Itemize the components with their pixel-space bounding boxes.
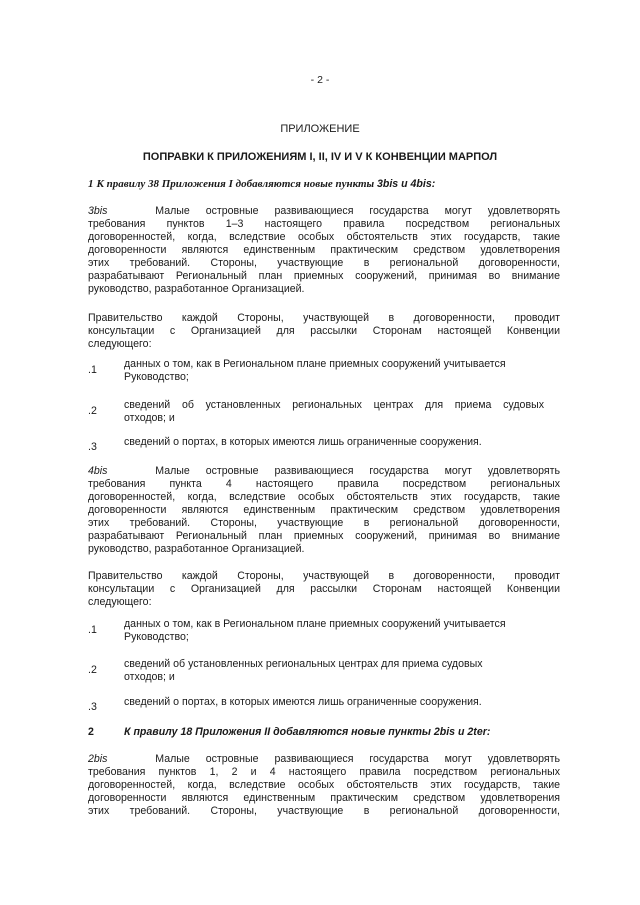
paragraph-line: консультации с Организацией для рассылки Сторонам настоящей Конвенции bbox=[88, 583, 560, 595]
list-item-number: .2 bbox=[88, 664, 97, 676]
section-1-heading bbox=[88, 178, 435, 190]
paragraph-line: договоренности являются единственным практическим средством удовлетворения bbox=[88, 792, 560, 804]
paragraph-line: 4bis Малые островные развивающиеся государства могут удовлетворять bbox=[88, 465, 560, 477]
list-item: данных о том, как в Региональном плане приемных сооружений учитывается Руководство; bbox=[124, 618, 506, 643]
paragraph-label: 3bis bbox=[88, 205, 108, 217]
section-2-heading bbox=[88, 726, 491, 738]
paragraph-line: разрабатывают Региональный план приемных сооружений, принимая во внимание bbox=[88, 270, 560, 282]
paragraph-line: следующего: bbox=[88, 596, 152, 608]
section-1-number: 1 bbox=[88, 178, 94, 190]
paragraph-line: руководство, разработанное Организацией. bbox=[88, 543, 305, 555]
paragraph-line: Правительство каждой Стороны, участвующей в договоренности, проводит bbox=[88, 312, 560, 324]
list-item: сведений об установленных региональных центрах для приема судовых отходов; и bbox=[124, 658, 483, 683]
paragraph-line: этих требований. Стороны, участвующие в региональной договоренности, bbox=[88, 257, 560, 269]
paragraph-line: договоренности являются единственным практическим средством удовлетворения bbox=[88, 244, 560, 256]
list-item-number: .3 bbox=[88, 441, 97, 453]
paragraph-line: требования пунктов 1–3 настоящего правила посредством региональных bbox=[88, 218, 560, 230]
list-item: сведений о портах, в которых имеются лишь ограниченные сооружения. bbox=[124, 436, 482, 448]
list-item: сведений о портах, в которых имеются лишь ограниченные сооружения. bbox=[124, 696, 482, 708]
paragraph-line: договоренностей, когда, вследствие особых обстоятельств этих государств, такие bbox=[88, 231, 560, 243]
list-item-number: .1 bbox=[88, 364, 97, 376]
paragraph-line: требования пункта 4 настоящего правила посредством региональных bbox=[88, 478, 560, 490]
paragraph-label: 2bis bbox=[88, 753, 108, 765]
section-1-heading-suffix: 3bis и 4bis: bbox=[376, 178, 436, 190]
paragraph-line: требования пунктов 1, 2 и 4 настоящего правила посредством региональных bbox=[88, 766, 560, 778]
paragraph-line: договоренностей, когда, вследствие особых обстоятельств этих государств, такие bbox=[88, 491, 560, 503]
paragraph-line: следующего: bbox=[88, 338, 152, 350]
section-2-number: 2 bbox=[88, 726, 94, 738]
section-1-heading-prefix: К правилу 38 Приложения I добавляются новые пункты bbox=[96, 178, 377, 190]
paragraph-line: разрабатывают Региональный план приемных сооружений, принимая во внимание bbox=[88, 530, 560, 542]
section-2-heading-text: К правилу 18 Приложения II добавляются новые пункты 2bis и 2ter: bbox=[124, 726, 491, 738]
paragraph-line: договоренностей, когда, вследствие особых обстоятельств этих государств, такие bbox=[88, 779, 560, 791]
list-item: сведений об установленных региональных центрах для приема судовых отходов; и bbox=[124, 399, 544, 424]
paragraph-line: этих требований. Стороны, участвующие в региональной договоренности, bbox=[88, 517, 560, 529]
document-title: ПРИЛОЖЕНИЕ bbox=[280, 123, 360, 135]
paragraph-line: Правительство каждой Стороны, участвующей в договоренности, проводит bbox=[88, 570, 560, 582]
paragraph-line: 2bis Малые островные развивающиеся государства могут удовлетворять bbox=[88, 753, 560, 765]
paragraph-label: 4bis bbox=[88, 465, 108, 477]
list-item-number: .3 bbox=[88, 701, 97, 713]
paragraph-line: этих требований. Стороны, участвующие в региональной договоренности, bbox=[88, 805, 560, 817]
paragraph-line: 3bis Малые островные развивающиеся государства могут удовлетворять bbox=[88, 205, 560, 217]
list-item-number: .2 bbox=[88, 405, 97, 417]
list-item: данных о том, как в Региональном плане приемных сооружений учитывается Руководство; bbox=[124, 358, 506, 383]
page-number: - 2 - bbox=[310, 74, 330, 86]
paragraph-line: договоренности являются единственным практическим средством удовлетворения bbox=[88, 504, 560, 516]
document-subtitle: ПОПРАВКИ К ПРИЛОЖЕНИЯМ I, II, IV И V К КОНВЕНЦИИ МАРПОЛ bbox=[142, 151, 498, 163]
paragraph-line: руководство, разработанное Организацией. bbox=[88, 283, 305, 295]
list-item-number: .1 bbox=[88, 624, 97, 636]
paragraph-line: консультации с Организацией для рассылки Сторонам настоящей Конвенции bbox=[88, 325, 560, 337]
